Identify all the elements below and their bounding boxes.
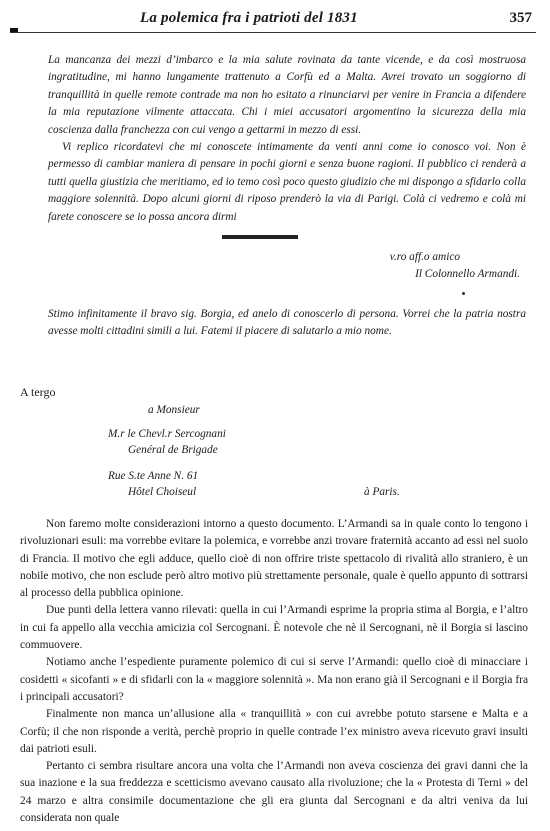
address-recipient-block	[108, 426, 226, 458]
running-title: La polemica fra i patrioti del 1831	[140, 10, 358, 26]
commentary-paragraph: Pertanto ci sembra risultare ancora una volta che l’Armandi non aveva coscienza dei gravi danni che la sua inazione e la sua freddezza e scetticismo avevano causato alla rivoluzione; che la « Protesta di Terni » del 24 marzo e altra consimile documentazione che gli era giunta dal Sercognani e da altri veniva da lui considerata non quale	[20, 760, 528, 825]
address-salutation: a Monsieur	[148, 404, 200, 416]
postscript: Stimo infinitamente il bravo sig. Borgia, ed anelo di conoscerlo di persona. Vorrei che la patria nostra avesse molti cittadini simili a lui. Fatemi il piacere di salutarlo a mio nome.	[48, 308, 526, 338]
ink-dot	[462, 292, 465, 295]
commentary-text	[20, 516, 528, 827]
letter-paragraph: La mancanza dei mezzi d’imbarco e la mia salute rovinata da tante vicende, e da così mostruosa ingratitudine, mi hanno lungamente trattenuto a Corfù ed a Malta. Avrei trovato un soggiorno di tranquillità in quelle remote contrade ma non ho esitato a rinunciarvi per venire in Francia a difendere la mia reputazione vilmente attaccata. Chi i miei accusatori argomentino la sicurezza della mia coscienza dalla franchezza con cui vengo a gettarmi in mezzo di essi.	[48, 54, 526, 136]
letter-paragraph: Vi replico ricordatevi che mi conoscete intimamente da venti anni come io conosco voi. Non è permesso di cambiar maniera di pensare in pochi giorni e senza buone ragioni. Il pubblico ci renderà a tutti quella giustizia che meritiamo, ed io temo così poco questo giudizio che mi dispongo a sfidarlo colla maggiore solennità. Dopo alcuni giorni di riposo prenderò la via di Parigi. Colà ci vedremo e colà mi farete conoscere se io possa ancora dirmi	[48, 141, 526, 223]
commentary-paragraph: Non faremo molte considerazioni intorno a questo documento. L’Armandi sa in quale conto lo tengono i rivoluzionari esuli: ma vorrebbe evitare la polemica, e vorrebbe anzi trovare fraternità accanto ad essi nel suolo di Francia. Il motivo che egli adduce, quello cioè di non offrire triste spettacolo di rivalità allo straniero, è un nobile motivo, che non esclude però altro motivo più strettamente personale, quale è quello appunto di sottrarsi al processo della pubblica opinione.	[20, 518, 528, 600]
letter-signature: Il Colonnello Armandi.	[415, 268, 520, 281]
address-street: Rue S.te Anne N. 61	[108, 470, 199, 482]
ink-mark	[222, 235, 298, 239]
commentary-paragraph: Notiamo anche l’espediente puramente polemico di cui si serve l’Armandi: quello cioè di minacciare i cosidetti « sicofanti » e di sfidarli con la « maggiore solennità ». Ma non erano già il Sercognani e il Borgia fra i principali accusatori?	[20, 656, 528, 703]
address-rank: Genéral de Brigade	[128, 444, 218, 456]
address-heading: A tergo	[20, 385, 56, 399]
commentary-paragraph: Finalmente non manca un’allusione alla « tranquillità » con cui avrebbe potuto starsene e Malta e a Corfù; il che non risponde a verità, perchè proprio in quelle contrade l’ex ministro aveva ricevuto gravi insulti dai patrioti esuli.	[20, 708, 528, 755]
page-number: 357	[509, 10, 532, 26]
address-street-block	[108, 468, 198, 500]
commentary-paragraph: Due punti della lettera vanno rilevati: quella in cui l’Armandi esprime la propria stima al Borgia, e l’altro in cui fa appello alla vecchia amicizia col Sercognani. È notevole che nè il Sercognani, nè il Borgia si lascino commuovere.	[20, 604, 528, 652]
running-header	[10, 8, 536, 30]
letter-body	[48, 52, 526, 226]
letter-signature-block	[300, 249, 520, 284]
header-rule	[10, 32, 536, 33]
letter-closing: v.ro aff.o amico	[389, 251, 460, 263]
address-city: à Paris.	[364, 486, 400, 498]
address-hotel: Hôtel Choiseul	[128, 486, 197, 498]
address-recipient: M.r le Chevl.r Sercognani	[108, 428, 226, 440]
